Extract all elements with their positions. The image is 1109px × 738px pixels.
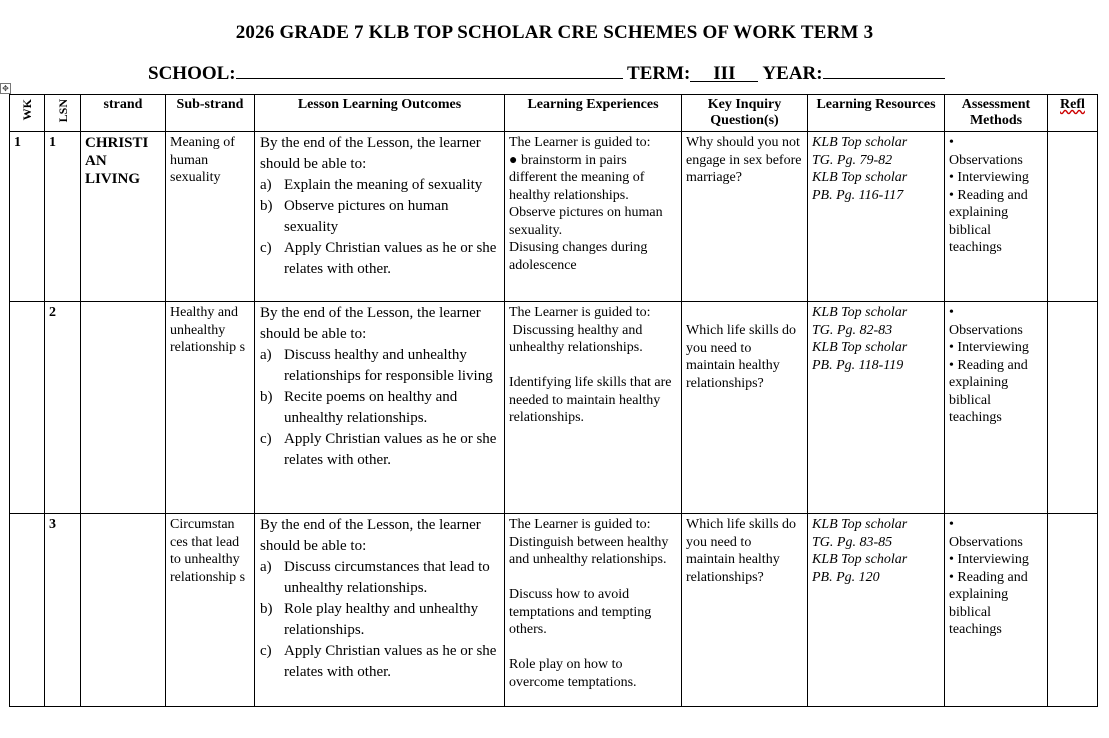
year-label: YEAR: bbox=[762, 63, 823, 84]
resource-line: KLB Top scholar bbox=[812, 305, 908, 320]
outcomes-list bbox=[260, 557, 499, 683]
resource-line: PB. Pg. 118-119 bbox=[812, 357, 904, 373]
outcomes-list bbox=[260, 175, 499, 280]
experiences-cell[interactable] bbox=[505, 302, 682, 514]
outcomes-list bbox=[260, 345, 499, 471]
school-blank[interactable] bbox=[236, 60, 623, 79]
lsn-cell[interactable]: 1 bbox=[45, 132, 81, 302]
document-title: 2026 GRADE 7 KLB TOP SCHOLAR CRE SCHEMES OF WORK TERM 3 bbox=[235, 22, 874, 43]
assessment-line: Observations bbox=[949, 534, 1023, 550]
header-outcomes: Lesson Learning Outcomes bbox=[255, 95, 505, 132]
assessment-line: • Reading and explaining biblical teachings bbox=[949, 187, 1028, 255]
wk-cell[interactable] bbox=[10, 514, 45, 707]
outcomes-cell[interactable] bbox=[255, 132, 505, 302]
school-term-year-row bbox=[148, 60, 945, 85]
resource-line: PB. Pg. 120 bbox=[812, 569, 880, 585]
outcomes-cell[interactable] bbox=[255, 514, 505, 707]
inquiry-cell[interactable]: Why should you not engage in sex before marriage? bbox=[682, 132, 808, 302]
strand-cell[interactable] bbox=[81, 302, 166, 514]
header-wk: WK bbox=[10, 95, 45, 132]
assessment-line: Observations bbox=[949, 322, 1023, 338]
resource-line: KLB Top scholar bbox=[812, 552, 908, 567]
resources-cell[interactable] bbox=[808, 514, 945, 707]
outcome-item: c) Apply Christian values as he or she relates with other. bbox=[260, 240, 497, 277]
outcome-item: c) Apply Christian values as he or she relates with other. bbox=[260, 431, 497, 468]
header-experiences: Learning Experiences bbox=[505, 95, 682, 132]
reflection-cell[interactable] bbox=[1048, 514, 1098, 707]
assessment-cell[interactable] bbox=[945, 132, 1048, 302]
table-move-handle-icon[interactable]: ✥ bbox=[0, 83, 11, 94]
assessment-cell[interactable] bbox=[945, 514, 1048, 707]
strand-cell[interactable] bbox=[81, 514, 166, 707]
wk-cell[interactable] bbox=[10, 302, 45, 514]
resource-line: PB. Pg. 116-117 bbox=[812, 187, 904, 203]
wk-cell[interactable]: 1 bbox=[10, 132, 45, 302]
experience-line: Observe pictures on human sexuality. bbox=[509, 205, 663, 238]
experience-line: ● brainstorm in pairs different the meaning of healthy relationships. bbox=[509, 152, 645, 203]
outcomes-cell[interactable] bbox=[255, 302, 505, 514]
experience-line: Discuss how to avoid temptations and tempting others. bbox=[509, 587, 652, 637]
inquiry-cell[interactable]: Which life skills do you need to maintain healthy relationships? bbox=[682, 302, 808, 514]
reflection-cell[interactable] bbox=[1048, 132, 1098, 302]
assessment-line: Observations bbox=[949, 152, 1023, 168]
substrand-cell[interactable]: Healthy and unhealthy relationship s bbox=[166, 302, 255, 514]
lsn-cell[interactable]: 2 bbox=[45, 302, 81, 514]
year-blank[interactable] bbox=[823, 60, 945, 79]
assessment-line: • bbox=[949, 135, 954, 150]
assessment-line: • bbox=[949, 305, 954, 320]
experience-line: Distinguish between healthy and unhealthy relationships. bbox=[509, 534, 669, 567]
experience-line bbox=[509, 357, 677, 375]
assessment-line: • Reading and explaining biblical teachings bbox=[949, 357, 1028, 425]
table-row bbox=[10, 514, 1098, 707]
reflection-cell[interactable] bbox=[1048, 302, 1098, 514]
resource-line: KLB Top scholar bbox=[812, 517, 908, 532]
outcome-item: a) Discuss healthy and unhealthy relationships for responsible living bbox=[260, 347, 493, 384]
header-strand: strand bbox=[81, 95, 166, 132]
assessment-cell[interactable] bbox=[945, 302, 1048, 514]
resource-line: KLB Top scholar bbox=[812, 170, 908, 185]
header-reflection: Refl bbox=[1048, 95, 1098, 132]
experience-line bbox=[509, 569, 677, 587]
experience-line: Discussing healthy and unhealthy relationships. bbox=[509, 322, 646, 355]
resource-line: TG. Pg. 83-85 bbox=[812, 534, 893, 550]
outcome-item: c) Apply Christian values as he or she relates with other. bbox=[260, 643, 497, 680]
header-assessment: Assessment Methods bbox=[945, 95, 1048, 132]
assessment-line: • Interviewing bbox=[949, 552, 1029, 567]
resources-cell[interactable] bbox=[808, 132, 945, 302]
outcomes-intro: By the end of the Lesson, the learner should be able to: bbox=[260, 135, 481, 172]
experience-line: Role play on how to overcome temptations. bbox=[509, 657, 637, 690]
table-row bbox=[10, 132, 1098, 302]
experiences-cell[interactable] bbox=[505, 132, 682, 302]
outcome-item: b) Observe pictures on human sexuality bbox=[260, 198, 449, 235]
substrand-cell[interactable]: Meaning of human sexuality bbox=[166, 132, 255, 302]
outcome-item: a) Discuss circumstances that lead to unhealthy relationships. bbox=[260, 559, 490, 596]
experience-line: Disusing changes during adolescence bbox=[509, 240, 648, 273]
term-value: III bbox=[713, 63, 736, 84]
strand-cell[interactable]: CHRISTI AN LIVING bbox=[81, 132, 166, 302]
schemes-table bbox=[9, 94, 1098, 707]
experiences-cell[interactable] bbox=[505, 514, 682, 707]
experience-line bbox=[509, 639, 677, 657]
outcome-item: b) Role play healthy and unhealthy relationships. bbox=[260, 601, 479, 638]
outcome-item: a) Explain the meaning of sexuality bbox=[260, 177, 483, 193]
assessment-line: • Interviewing bbox=[949, 170, 1029, 185]
inquiry-cell[interactable]: Which life skills do you need to maintain healthy relationships? bbox=[682, 514, 808, 707]
assessment-line: • Interviewing bbox=[949, 340, 1029, 355]
assessment-line: • Reading and explaining biblical teachings bbox=[949, 569, 1028, 637]
term-blank[interactable] bbox=[690, 63, 758, 82]
outcomes-intro: By the end of the Lesson, the learner should be able to: bbox=[260, 305, 481, 342]
resources-cell[interactable] bbox=[808, 302, 945, 514]
outcome-item: b) Recite poems on healthy and unhealthy relationships. bbox=[260, 389, 458, 426]
header-substrand: Sub-strand bbox=[166, 95, 255, 132]
term-label: TERM: bbox=[627, 63, 691, 84]
experience-line: Identifying life skills that are needed to maintain healthy relationships. bbox=[509, 375, 672, 425]
assessment-line: • bbox=[949, 517, 954, 532]
outcomes-intro: By the end of the Lesson, the learner should be able to: bbox=[260, 517, 481, 554]
header-lsn: LSN bbox=[45, 95, 81, 132]
school-label: SCHOOL: bbox=[148, 63, 236, 84]
table-row bbox=[10, 302, 1098, 514]
experience-line: The Learner is guided to: bbox=[509, 305, 651, 320]
resource-line: TG. Pg. 79-82 bbox=[812, 152, 893, 168]
experience-line: The Learner is guided to: bbox=[509, 135, 651, 150]
substrand-cell[interactable]: Circumstan ces that lead to unhealthy relationship s bbox=[166, 514, 255, 707]
resource-line: KLB Top scholar bbox=[812, 135, 908, 150]
resource-line: TG. Pg. 82-83 bbox=[812, 322, 893, 338]
experience-line: The Learner is guided to: bbox=[509, 517, 651, 532]
lsn-cell[interactable]: 3 bbox=[45, 514, 81, 707]
resource-line: KLB Top scholar bbox=[812, 340, 908, 355]
header-inquiry: Key Inquiry Question(s) bbox=[682, 95, 808, 132]
header-row bbox=[10, 95, 1098, 132]
header-resources: Learning Resources bbox=[808, 95, 945, 132]
